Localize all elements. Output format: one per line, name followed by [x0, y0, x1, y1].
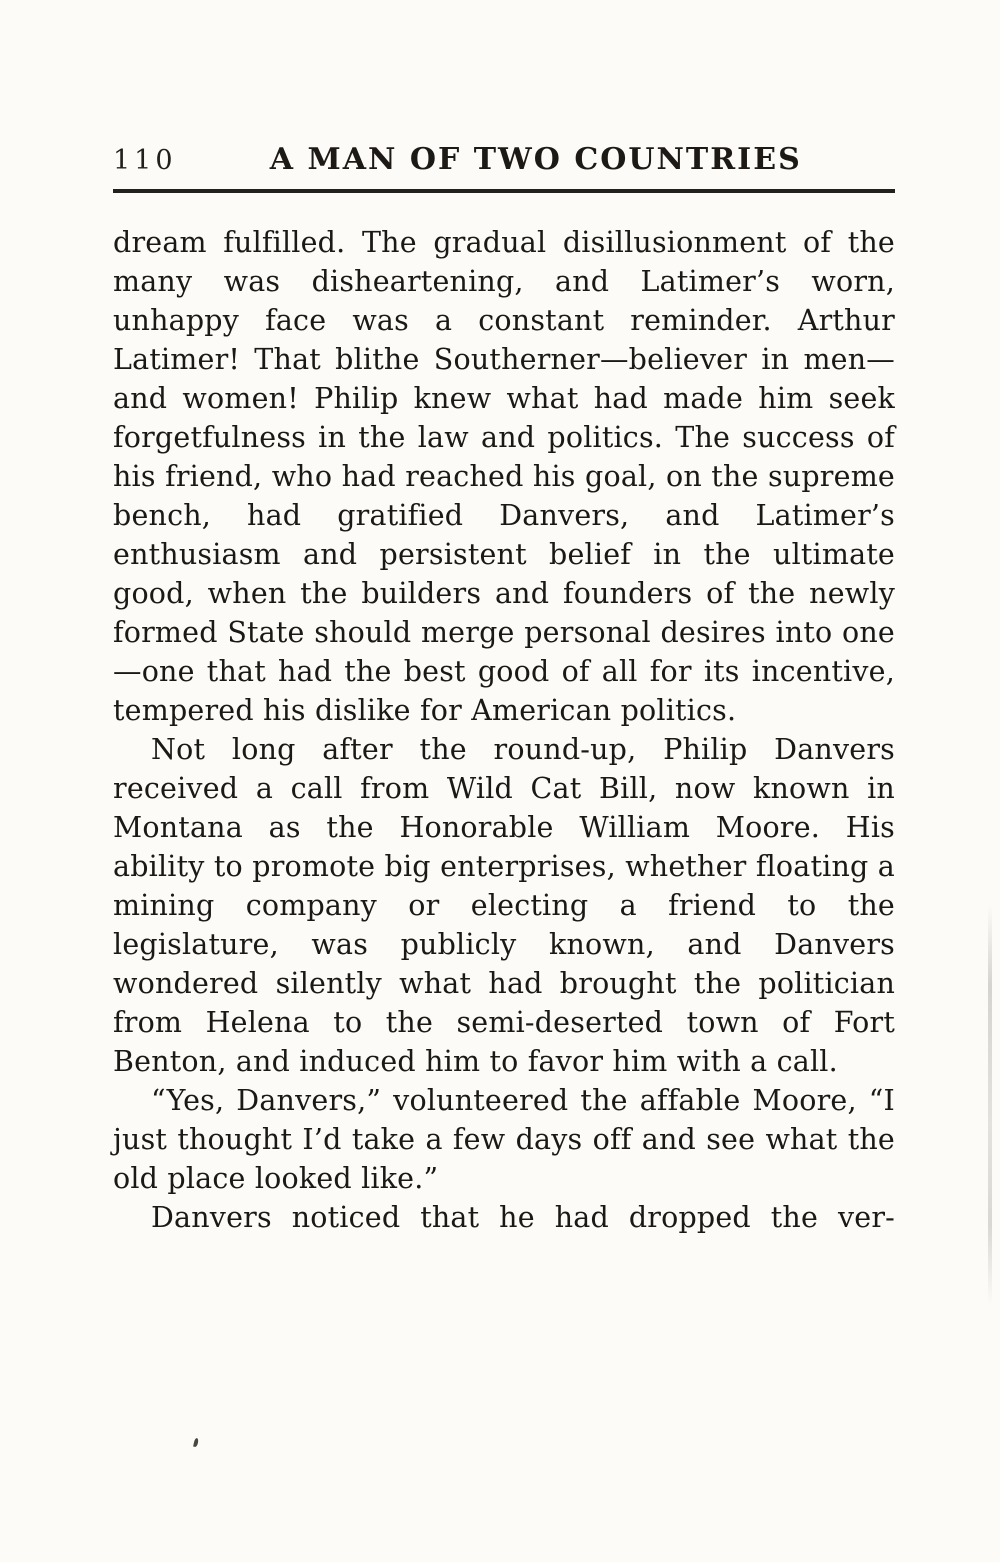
paragraph: Not long after the round-up, Philip Danvers received a call from Wild Cat Bill, now known in Montana as the Honorable William Moore. His ability to promote big enterprises, whether floating a mining company or electing a friend to the legislature, was publicly known, and Danvers wondered silently what had brought the politician from Helena to the semi-deserted town of Fort Benton, and induced him to favor him with a call. [113, 733, 895, 1078]
page-number: 110 [113, 145, 177, 176]
paragraph: dream fulfilled. The gradual disillusionment of the many was disheartening, and Latimer’s worn, unhappy face was a constant reminder. Arthur Latimer! That blithe Southerner—believer in men—and women! Philip knew what had made him seek forgetfulness in the law and politics. The success of his friend, who had reached his goal, on the supreme bench, had gratified Danvers, and Latimer’s enthusiasm and persistent belief in the ultimate good, when the builders and founders of the newly formed State should merge personal desires into one—one that had the best good of all for its incentive, tempered his dislike for American politics. [113, 226, 895, 727]
book-page [113, 142, 895, 1237]
paragraph: “Yes, Danvers,” volunteered the affable Moore, “I just thought I’d take a few days off and see what the old place looked like.” [113, 1084, 895, 1195]
page-body [113, 223, 895, 1237]
page-header [113, 142, 895, 193]
scan-artifact [988, 905, 992, 1305]
running-header-title: A MAN OF TWO COUNTRIES [269, 142, 802, 177]
paragraph: Danvers noticed that he had dropped the ver- [151, 1201, 895, 1234]
ink-speck [193, 1438, 199, 1448]
